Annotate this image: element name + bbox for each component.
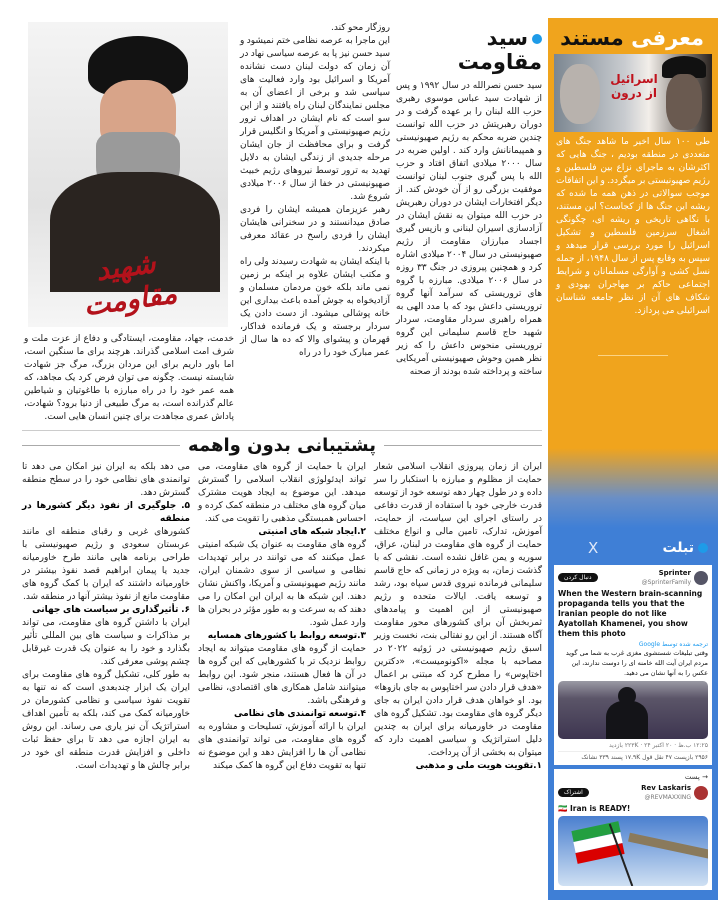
follow-button[interactable]: دنبال کردن: [558, 573, 598, 582]
paragraph: روزگار محو کند.: [331, 23, 390, 33]
article1-col2: [240, 22, 390, 360]
paragraph: به طور کلی، تشکیل گروه های مقاومت برای ایران یک ابزار چندبعدی است که نه تنها به تقویت نفوذ سیاسی و نظامی کشورمان در خاورمیانه کمک می کند، بلکه به تأمین اهداف استراتژیک آن نیز یاری می رساند. این روش به ایران اجازه می دهد تا برای حفظ ثبات داخلی و افزایش قدرت منطقه ای خود در برابر چالش ها و تهدیدات است.: [22, 670, 190, 771]
tablet-title: تبلت: [662, 540, 708, 556]
poster-face-right: [666, 74, 702, 130]
paragraph: می دهد بلکه به ایران نیز امکان می دهد تا توانمندی های نظامی خود را در سطح منطقه گسترش دهد.: [22, 462, 190, 498]
article2-col3: [22, 461, 190, 773]
poster-title: اسرائیل از درون: [610, 72, 658, 100]
subheading: ۴.توسعه توانمندی های نظامی: [234, 709, 366, 719]
post-label: پست: [684, 773, 700, 781]
tweet-card[interactable]: [554, 565, 712, 765]
tweet-photo-flag[interactable]: [558, 816, 708, 886]
title-dot-icon: [532, 34, 542, 44]
paragraph: این ماجرا به عرصه نظامی ختم نمیشود و سید حسن نیز پا به عرصه سیاسی نهاد در آن زمان که دولت لبنان دست نشانده آمریکا و اسرائیل بود وارد فعالیت های سیاسی شد و برخی از اعضای آن به مجلس نمایندگان لبنان راه یافتند و از این سو است که نام ایشان در اهداف ترور رژیم صهیونیستی و آمریکا و انگلیس قرار گرفت و برای محافظت از جان ایشان مرحله جدیدی از زندگی ایشان به دلایل تهدید به ترور توسط نیروهای رژیم خبیث صهیونیستی در خفا از سال ۲۰۰۶ میلادی شروع شد.: [240, 36, 390, 202]
paragraph: ایران با ارائه آموزش، تسلیحات و مشاوره به گروه های مقاومت، می تواند توانمندی های نظامی آن ها را افزایش دهد و این موضوع نه تنها به تقویت دفاع این گروه ها کمک میکند: [198, 722, 366, 771]
missile: [628, 833, 708, 861]
paragraph: کشورهای غربی و رقبای منطقه ای مانند عربستان سعودی و رژیم صهیونیستی با طراحی برنامه هایی مانند طرح خاورمیانه جدید یا پیمان ابراهیم قصد نفوذ بیشتر در خاورمیانه داشتند که ایران با کمک گروه های مقاومت مانع از نفوذ بیشتر آنها در منطقه شد.: [22, 527, 190, 602]
article2-col1: ایران از زمان پیروزی انقلاب اسلامی شعار حمایت از مظلوم و مبارزه با استکبار را سر داده و در طول چهار دهه توسعه خود از توسعه قدرت خارجی خود با استفاده از قدرت دفاعی در راستای اجرای این سیاست، از حمایت، آموزش، تدارک، تامین مالی و انواع مختلف حمایت از گروه های مقاومت در لبنان، عراق، سوریه و یمن غافل نشده است. نقشی که با گذشت زمان، به ویژه در زمانی که حاج قاسم سلیمانی فرمانده نیروی قدس سپاه بود، رشد و توسعه یافت. ایالات متحده و رژیم صهیونیستی از این اهمیت و پیامدهای ثمربخش آن برای کشورهای محور مقاومت آگاه هستند. از این رو نفتالی بنت، نخست وزیر اسبق رژیم صهیونیستی در ژوئیه ۲۰۲۲ در مصاحبه با مجله «اکونومیست»، «دکترین اختاپوس» را مطرح کرد که مبتنی بر اعمال «هدف قرار دادن سر اختاپوس به جای بازوها» بود. او خواهان هدف قرار دادن ایران به جای دیگر گروه های مقاومت بود. تشکیل گروه های مقاومت در خاورمیانه برای ایران به چندین دلیل استراتژیک و سیاسی اهمیت دارد که میتوان به بخشی از آن پرداخت.: [374, 462, 542, 758]
poster-face-left: [560, 64, 600, 124]
paragraph: ایران با داشتن گروه های مقاومت، می تواند بر مذاکرات و سیاست های بین المللی تأثیر بگذارد و خود را به عنوان یک قدرت غیرقابل چشم پوشی معرفی کند.: [22, 618, 190, 667]
subheading: ۳.توسعه روابط با کشورهای همسایه: [207, 631, 366, 641]
calligraphy: شهید مقاومت: [81, 246, 179, 323]
paragraph: حمایت از گروه های مقاومت میتواند به ایجاد روابط نزدیک تر با کشورهایی که این گروه ها در آن ها فعال هستند، منجر شود. این روابط میتوانند شامل همکاری های اقتصادی، نظامی و فرهنگی باشد.: [198, 644, 366, 706]
nasrallah-portrait: [28, 22, 228, 327]
article2-body: [22, 461, 542, 773]
subheading: ۵. جلوگیری از نفوذ دیگر کشورها در منطقه: [22, 501, 190, 524]
paragraph: رهبر عزیزمان همیشه ایشان را فردی صادق میدانستند و در سخنرانی هایشان ایشان را فردی راسخ در عقائد معرفی میکردند.: [240, 205, 390, 254]
tweet-translation: وقتی تبلیغات شستشوی مغزی غرب به شما می گوید مردم ایران آیت الله خامنه ای را دوست ندارند، این عکس را به آنها نشان می دهید.: [565, 649, 708, 677]
subheading: ۶. تأثیرگذاری بر سیاست های جهانی: [32, 605, 190, 615]
documentary-poster: [554, 54, 712, 132]
tweet-handle: @REVMAXXING: [644, 794, 691, 801]
back-arrow-icon[interactable]: →: [702, 773, 708, 781]
doc-intro-title: معرفی مستند: [560, 26, 704, 50]
article1: [22, 22, 542, 424]
paragraph: ایران با حمایت از گروه های مقاومت، می تواند ایدئولوژی انقلاب اسلامی را گسترش میدهد. این موضوع به ایجاد هویت مشترک میان گروه های مختلف در منطقه کمک کرده و احساس همبستگی مذهبی را تقویت می کند.: [198, 462, 366, 524]
subheading: ۲.ایجاد شبکه های امنیتی: [258, 527, 366, 537]
tweet-author[interactable]: Sprinter: [658, 569, 691, 577]
tweet-text: 🇮🇷 Iran is READY!: [558, 804, 631, 813]
tweet-meta: ۱۲:۲۵ ب.ظ · ۲۰ اکتبر ۲۴ · ۲۲۳K بازدید: [609, 742, 708, 749]
x-logo-icon: X: [588, 539, 599, 557]
tweet-card[interactable]: [554, 769, 712, 890]
article1-title: سید مقاومت: [457, 26, 542, 74]
paragraph: گروه های مقاومت به عنوان یک شبکه امنیتی عمل میکنند که می توانند در برابر تهدیدات نظامی و سیاسی از سوی دشمنان ایران، مانند رژیم صهیونیستی و آمریکا، واکنش نشان دهند. این شبکه ها به ایران این امکان را می دهند که به سرعت و به طور مؤثر در بحران ها وارد عمل شود.: [198, 540, 366, 628]
main-content: [22, 22, 542, 773]
signature-logo: [598, 330, 668, 356]
translated-by-link[interactable]: ترجمه شده توسط Google: [638, 641, 708, 648]
right-sidebar: [548, 18, 718, 900]
section-divider: [22, 430, 542, 431]
silhouette-body: [606, 701, 648, 739]
title-dot-icon: [698, 543, 708, 553]
tweet-author[interactable]: Rev Laskaris: [641, 784, 691, 792]
tweet-stats: ۲۹۵۶ بازپست ۴۷ نقل قول ۱۷.۹K پسند ۳۳۹ نشانک: [558, 751, 708, 761]
subheading: ۱.تقویت هویت ملی و مذهبی: [415, 761, 542, 771]
title-rule-right: [384, 445, 542, 446]
article1-col3: خدمت، جهاد، مقاومت، ایستادگی و دفاع از عزت ملت و شرف امت اسلامی گذراند. هرچند برای ما سنگین است، اما باور داریم برای این مردان بزرگ، مرگ جز شهادت شایسته نیست. چگونه می توان فرض کرد یک مجاهد، که همه عمر خود را در راه مبارزه با طاغوتیان و شیاطین عالم گذرانده است، به مرگ طبیعی از دنیا برود؟ شهادت، پاداش عمری مجاهدت برای چنین انسان هایی است.: [24, 334, 234, 422]
avatar[interactable]: [694, 786, 708, 800]
avatar[interactable]: [694, 571, 708, 585]
subscribe-button[interactable]: اشتراک: [558, 788, 589, 797]
article1-col1: سید حسن نصرالله در سال ۱۹۹۲ و پس از شهادت سید عباس موسوی رهبری حزب الله لبنان را بر عهده گرفت و در دوران رهبریتش در حزب الله توانست چندین ضربه محکم به رژیم صهیونیستی و همپیمانانش وارد کند . اولین ضربه در سال ۲۰۰۰ میلادی اتفاق افتاد و حزب الله با پس گیری جنوب لبنان توانست موفقیت بزرگی رو از آن خودش کند. از دیگر افتخارات ایشان در دوران رهبریش در حزب الله میتوان به نقش ایشان در آزادسازی اسیران لبنانی و بازپس گیری اجساد مبارزان مقاومت از رژیم صهیونیستی در سال ۲۰۰۴ میلادی اشاره کرد و همچنین پیروزی در جنگ ۳۳ روزه در سال ۲۰۰۶ میلادی. مبارزه با گروه های تروریستی که سرآمد آنها گروه تروریستی داعش بود که با مدد الهی به همراه راهبری سردار مقاومت، سردار شهید حاج قاسم سلیمانی این گروه تروریستی منحوس داعش را که زیر نظر همین وحوش صهیونیستی آمریکایی ساخته و پرداخته شده بودند از صحنه: [396, 81, 542, 377]
tweet-photo[interactable]: [558, 681, 708, 739]
article2-title: پشتیبانی بدون واهمه: [188, 435, 376, 456]
tweet-text: When the Western brain-scanning propaganda tells you that the Iranian people do not like Ayatollah Khamenei, you show them this photo: [558, 589, 703, 638]
tweet-handle: @SprinterFamily: [641, 579, 691, 586]
paragraph: با اینکه ایشان به شهادت رسیدند ولی راه و مکتب ایشان علاوه بر اینکه بر زمین نمی ماند بلکه خون مردمان مسلمان و آزادیخواه به جوش آمده باعث بیداری این خانه پوشالی میشود. از دست دادن یک سردار برجسته و یک فرمانده فداکار، قهرمان و پیشوای والا که ده ها سال از عمر مبارک خود را در راه: [240, 257, 390, 358]
doc-intro-body: طی ۱۰۰ سال اخیر ما شاهد جنگ های متعددی در منطقه بودیم ، جنگ هایی که اکثرشان به ماجرای نزاع بین فلسطین و رژیم صهیونیستی بر میگردد. و این اتفاقات موجب سوالاتی در ذهن همه ما شده که ریشه این جنگ ها از کجاست؟ این مستند، با نگاهی تاریخی و ریشه ای، چگونگی اشغال سرزمین فلسطین و تشکیل اسرائیل را مورد بررسی قرار میدهد و سپس به وقایع پس از سال ۱۹۴۸، از جمله نسل کشی و آوارگی مسلمانان و شرایط اجتماعی حاکم بر مهاجران یهودی و شکاف های آن از نظر جامعه شناسان اسرائیلی می پردازد.: [556, 137, 711, 316]
title-rule-left: [22, 445, 180, 446]
